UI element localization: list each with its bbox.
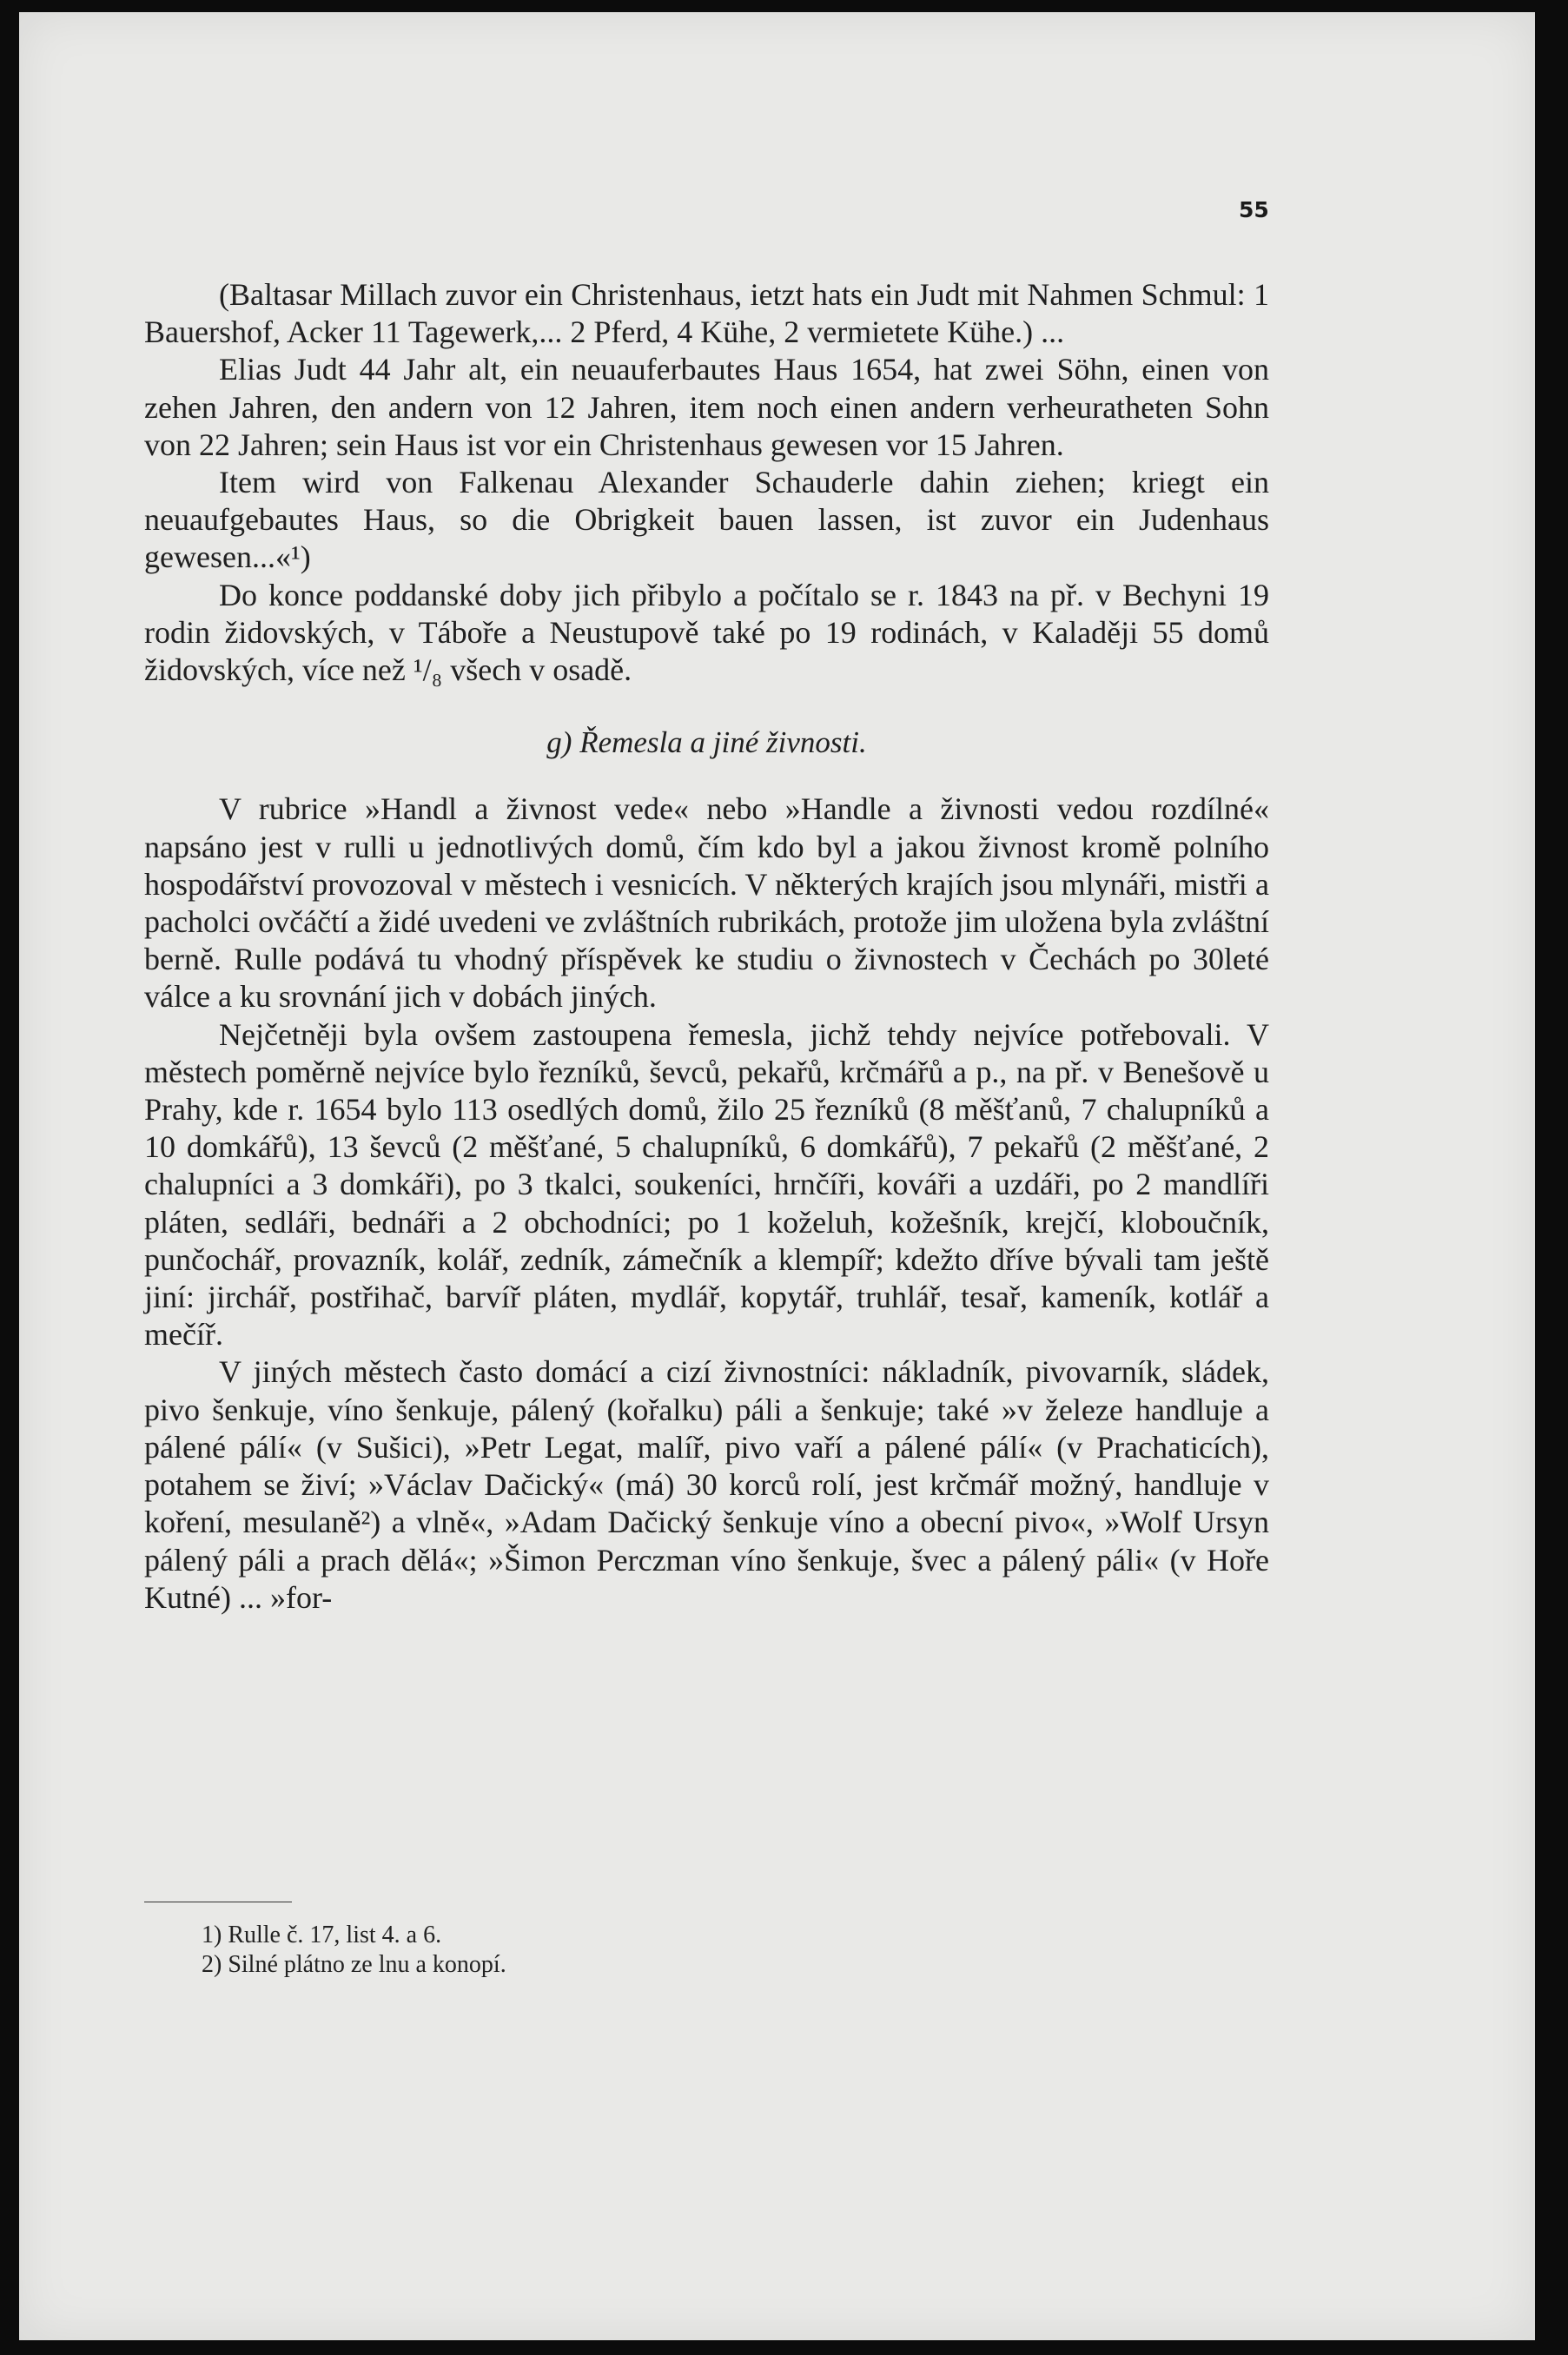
section-heading: g) Řemesla a jiné živnosti.: [546, 725, 867, 760]
paragraph: Item wird von Falkenau Alexander Schauderle dahin ziehen; kriegt ein neuaufgebautes Haus, so die Obrigkeit bauen lassen, ist zuvor ein Judenhaus gewesen...«¹): [144, 465, 1269, 575]
paragraph: Do konce poddanské doby jich přibylo a počítalo se r. 1843 na př. v Bechyni 19 rodin židovských, v Táboře a Neustupově také po 19 rodinách, v Kalaději 55 domů židovských, více než ¹/₈ všech v osadě.: [144, 577, 1269, 688]
page-number: 55: [1239, 197, 1269, 222]
paragraph: V jiných městech často domácí a cizí živnostníci: nákladník, pivovarník, sládek, pivo šenkuje, víno šenkuje, pálený (kořalku) páli a šenkuje; také »v železe handluje a pálené pálí« (v Sušici), »Petr Legat, malíř, pivo vaří a pálené pálí« (v Prachaticích), potahem se živí; »Václav Dačický« (má) 30 korců rolí, jest krčmář možný, handluje v koření, mesulaně²) a vlně«, »Adam Dačický šenkuje víno a obecní pivo«, »Wolf Ursyn pálený páli a prach dělá«; »Šimon Perczman víno šenkuje, švec a pálený páli« (v Hoře Kutné) ... »for-: [144, 1354, 1269, 1615]
book-page: [19, 12, 1535, 2340]
paragraph: V rubrice »Handl a živnost vede« nebo »Handle a živnosti vedou rozdílné« napsáno jest v rulli u jednotlivých domů, čím kdo byl a jakou živnost kromě polního hospodářství provozoval v městech i vesnicích. V některých krajích jsou mlynáři, mistři a pacholci ovčáčtí a židé uvedeni ve zvláštních rubrikách, protože jim uložena byla zvláštní berně. Rulle podává tu vhodný příspěvek ke studiu o živnostech v Čechách po 30leté válce a ku srovnání jich v dobách jiných.: [144, 791, 1269, 1015]
page-body: [144, 276, 1269, 1617]
footnotes: [202, 1921, 983, 1980]
footnote: 2) Silné plátno ze lnu a konopí.: [202, 1951, 506, 1978]
paragraph: Elias Judt 44 Jahr alt, ein neuauferbautes Haus 1654, hat zwei Söhn, einen von zehen Jahren, den andern von 12 Jahren, item noch einen andern verheuratheten Sohn von 22 Jahren; sein Haus ist vor ein Christenhaus gewesen vor 15 Jahren.: [144, 352, 1269, 462]
footnote: 1) Rulle č. 17, list 4. a 6.: [202, 1922, 442, 1948]
paragraph: (Baltasar Millach zuvor ein Christenhaus, ietzt hats ein Judt mit Nahmen Schmul: 1 Bauershof, Acker 11 Tagewerk,... 2 Pferd, 4 Kühe, 2 vermietete Kühe.) ...: [144, 277, 1269, 350]
paragraph: Nejčetněji byla ovšem zastoupena řemesla, jichž tehdy nejvíce potřebovali. V městech poměrně nejvíce bylo řezníků, ševců, pekařů, krčmářů a p., na př. v Benešově u Prahy, kde r. 1654 bylo 113 osedlých domů, žilo 25 řezníků (8 měšťanů, 7 chalupníků a 10 domkářů), 13 ševců (2 měšťané, 5 chalupníků, 6 domkářů), 7 pekařů (2 měšťané, 2 chalupníci a 3 domkáři), po 3 tkalci, soukeníci, hrnčíři, kováři a uzdáři, po 2 mandlíři pláten, sedláři, bednáři a 2 obchodníci; po 1 koželuh, kožešník, krejčí, kloboučník, punčochář, provazník, kolář, zedník, zámečník a klempíř; kdežto dříve bývali tam ještě jiní: jirchář, postřihač, barvíř pláten, mydlář, kopytář, truhlář, tesař, kameník, kotlář a mečíř.: [144, 1016, 1269, 1353]
